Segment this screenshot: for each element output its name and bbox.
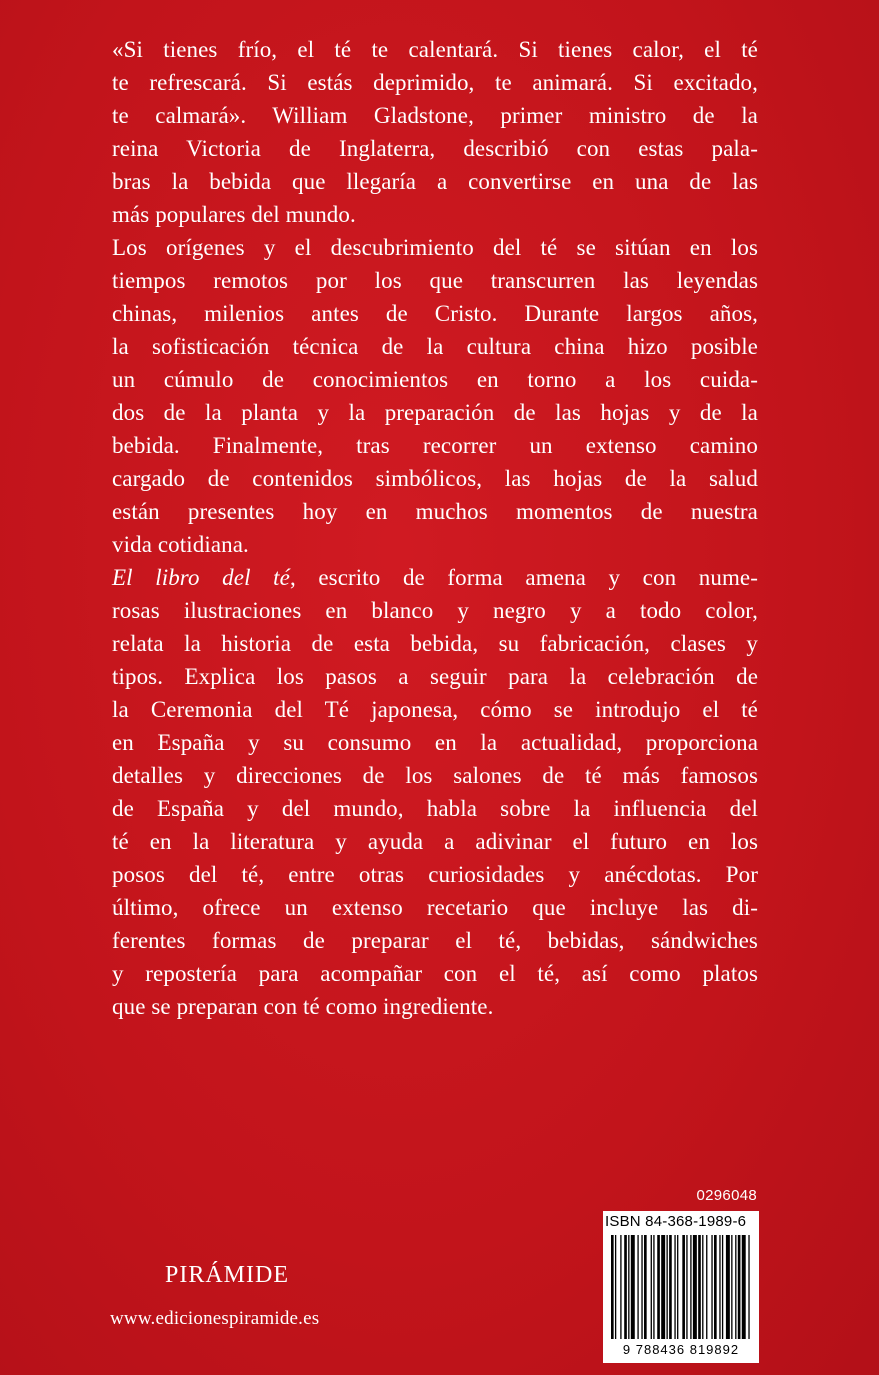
blurb-line-text: cargado de contenidos simbólicos, las hojas de la salud [112, 466, 758, 491]
blurb-line-text: relata la historia de esta bebida, su fabricación, clases y [112, 631, 758, 656]
barcode-icon [611, 1235, 751, 1345]
blurb-line-text: bebida. Finalmente, tras recorrer un extenso camino [112, 433, 758, 458]
blurb-line [112, 693, 758, 726]
blurb-line [112, 363, 758, 396]
blurb-line [112, 627, 758, 660]
blurb-line-text: reina Victoria de Inglaterra, describió con estas pala- [112, 136, 758, 161]
blurb-line [112, 528, 758, 561]
blurb-line [112, 759, 758, 792]
blurb-line-text: último, ofrece un extenso recetario que incluye las di- [112, 895, 758, 920]
blurb-line [112, 594, 758, 627]
blurb-line [112, 462, 758, 495]
blurb-line-text: detalles y direcciones de los salones de té más famosos [112, 763, 758, 788]
blurb-line [112, 66, 758, 99]
blurb-line-text: «Si tienes frío, el té te calentará. Si tienes calor, el té [112, 37, 758, 62]
barcode-number: 9 788436 819892 [622, 1342, 740, 1357]
blurb-line [112, 297, 758, 330]
blurb-line-text: están presentes hoy en muchos momentos de nuestra [112, 499, 758, 524]
blurb-line [112, 990, 758, 1023]
blurb-line-text: chinas, milenios antes de Cristo. Durante largos años, [112, 301, 758, 326]
blurb-line-text: la Ceremonia del Té japonesa, cómo se introdujo el té [112, 697, 758, 722]
blurb-line [112, 924, 758, 957]
blurb-line-text: ferentes formas de preparar el té, bebidas, sándwiches [112, 928, 758, 953]
blurb-line [112, 891, 758, 924]
blurb-line [112, 957, 758, 990]
blurb-line [112, 396, 758, 429]
blurb-line-text: rosas ilustraciones en blanco y negro y a todo color, [112, 598, 758, 623]
blurb-line [112, 264, 758, 297]
publisher-url[interactable]: www.edicionespiramide.es [110, 1308, 320, 1329]
blurb-line [112, 231, 758, 264]
blurb-line-text: y repostería para acompañar con el té, así como platos [112, 961, 758, 986]
barcode-label [603, 1211, 759, 1363]
blurb-line-text: Los orígenes y el descubrimiento del té se sitúan en los [112, 235, 758, 260]
blurb-line [112, 825, 758, 858]
blurb-line [112, 495, 758, 528]
blurb-line-text: un cúmulo de conocimientos en torno a los cuida- [112, 367, 758, 392]
isbn-text: ISBN 84-368-1989-6 [605, 1213, 747, 1230]
blurb-line [112, 132, 758, 165]
blurb-line-text: en España y su consumo en la actualidad, proporciona [112, 730, 758, 755]
blurb-line [112, 33, 758, 66]
blurb-line-text: posos del té, entre otras curiosidades y anécdotas. Por [112, 862, 758, 887]
blurb-line [112, 99, 758, 132]
blurb-line-text: te refrescará. Si estás deprimido, te animará. Si excitado, [112, 70, 758, 95]
blurb-line-text: , escrito de forma amena y con nume- [289, 565, 759, 590]
blurb-line-text: dos de la planta y la preparación de las hojas y de la [112, 400, 758, 425]
blurb-line-text: la sofisticación técnica de la cultura china hizo posible [112, 334, 758, 359]
blurb-line-text: tiempos remotos por los que transcurren las leyendas [112, 268, 758, 293]
blurb-line-text: bras la bebida que llegaría a convertirse en una de las [112, 169, 758, 194]
blurb-line [112, 726, 758, 759]
product-code: 0296048 [696, 1187, 757, 1204]
back-cover-blurb [112, 33, 758, 1023]
blurb-line [112, 792, 758, 825]
blurb-line-text: que se preparan con té como ingrediente. [112, 994, 494, 1019]
publisher-logo: PIRÁMIDE [165, 1262, 290, 1288]
blurb-line [112, 660, 758, 693]
blurb-line [112, 330, 758, 363]
blurb-line [112, 198, 758, 231]
blurb-line [112, 858, 758, 891]
blurb-line-text: té en la literatura y ayuda a adivinar el futuro en los [112, 829, 758, 854]
blurb-line-text: más populares del mundo. [112, 202, 356, 227]
blurb-line-text: de España y del mundo, habla sobre la influencia del [112, 796, 758, 821]
blurb-line-text: tipos. Explica los pasos a seguir para la celebración de [112, 664, 758, 689]
blurb-line [112, 561, 758, 594]
blurb-line-text: te calmará». William Gladstone, primer ministro de la [112, 103, 758, 128]
blurb-line-text: vida cotidiana. [112, 532, 249, 557]
blurb-line [112, 429, 758, 462]
book-title-italic: El libro del té [112, 565, 290, 590]
blurb-line [112, 165, 758, 198]
